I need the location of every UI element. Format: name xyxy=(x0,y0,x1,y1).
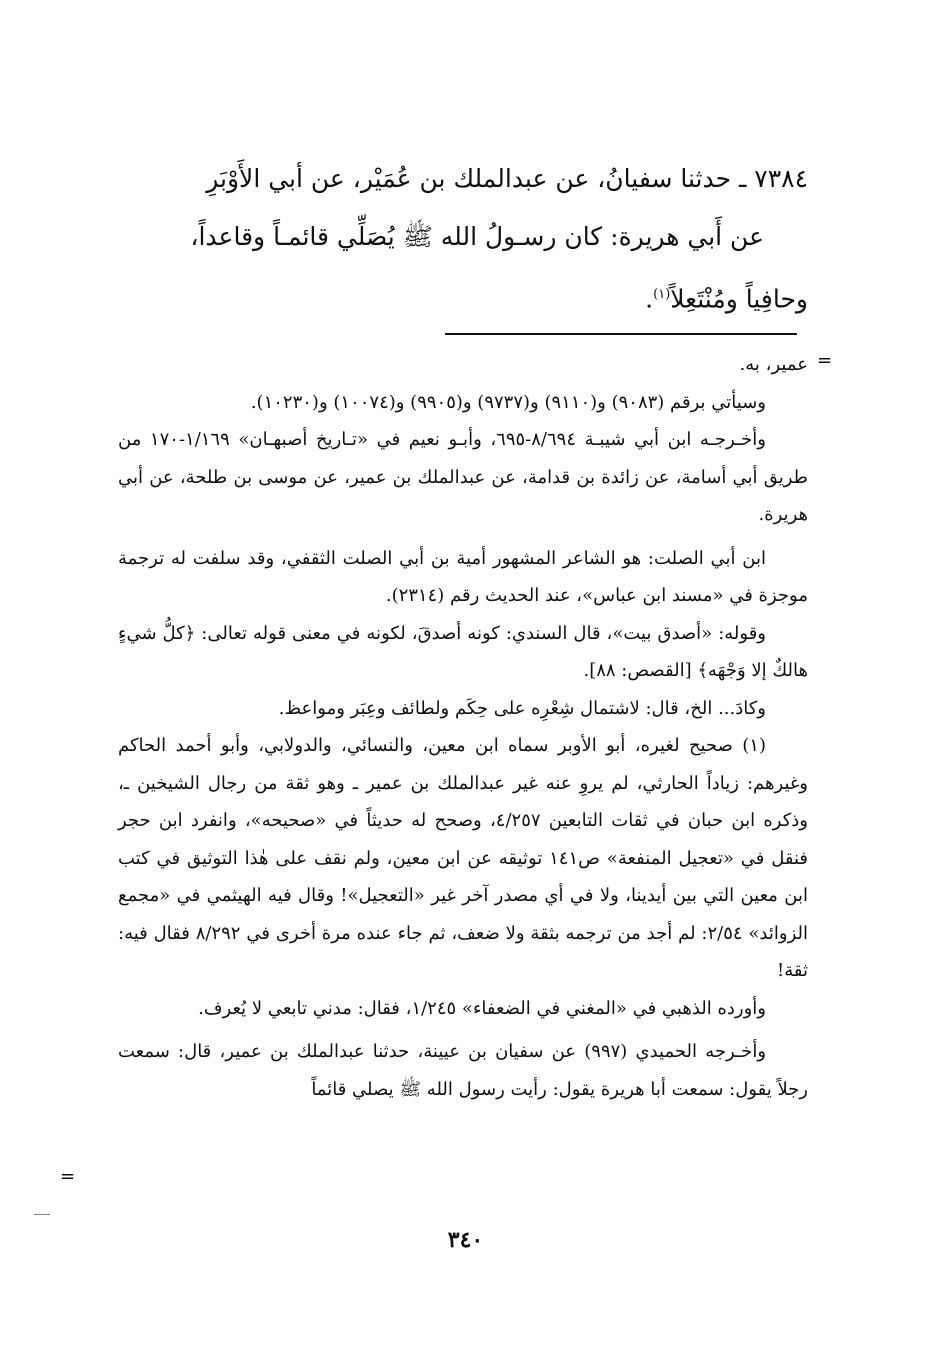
footnote-paragraph: وكادَ... الخ، قال: لاشتمال شِعْرِه على حِكَم ولطائف وعِبَر ومواعظ. xyxy=(278,697,766,719)
footnote-paragraph: وأخـرجـه ابن أبي شيبـة ٨/٦٩٤-٦٩٥، وأبـو نعيم في «تـاريخ أصبهـان» ١/١٦٩-١٧٠ من طريق أبي أسامة، عن زائدة بن قدامة، عن عبدالملك بن عمير، عن موسى بن طلحة، عن أبي هريرة. xyxy=(118,429,808,525)
hadith-line-end: . xyxy=(645,284,654,314)
footnotes-section xyxy=(118,346,808,1108)
footnote-paragraph: وأورده الذهبي في «المغني في الضعفاء» ١/٢٤٥، فقال: مدني تابعي لا يُعرف. xyxy=(198,997,766,1019)
continuation-mark-top: = xyxy=(817,350,833,371)
hadith-text xyxy=(118,150,808,328)
hadith-line-last xyxy=(118,266,808,328)
footnote-reference: (١) xyxy=(653,287,671,302)
footnote-paragraph: ابن أبي الصلت: هو الشاعر المشهور أمية بن أبي الصلت الثقفي، وقد سلفت له ترجمة موجزة في «مسند ابن عباس»، عند الحديث رقم (٢٣١٤). xyxy=(118,547,808,606)
page-number: ٣٤٠ xyxy=(447,1227,484,1253)
footnote-separator xyxy=(445,333,797,335)
footnote-paragraph: وسيأتي برقم (٩٠٨٣) و(٩١١٠) و(٩٧٣٧) و(٩٩٠٥) و(١٠٠٧٤) و(١٠٢٣٠). xyxy=(250,391,766,413)
hadith-line-text: وحافِياً ومُنْتَعِلاً xyxy=(670,284,808,314)
footnote-paragraph: وقوله: «أصدق بيت»، قال السندي: كونه أصدقَ، لكونه في معنى قوله تعالى: ﴿كلُّ شيءٍ هالكٌ إلا وَجْهَه﴾ [القصص: ٨٨]. xyxy=(118,622,808,681)
hadith-line: عن أَبي هريرة: كان رسـولُ الله ﷺ يُصَلِّي قائمـاً وقاعداً، xyxy=(190,222,764,251)
hadith-line: ٧٣٨٤ ـ حدثنا سفيانُ، عن عبدالملك بن عُمَيْر، عن أبي الأَوْبَرِ xyxy=(206,164,808,193)
margin-mark xyxy=(34,1214,50,1215)
continuation-mark-bottom: = xyxy=(60,1166,76,1187)
footnote-paragraph: وأخـرجه الحميدي (٩٩٧) عن سفيان بن عيينة، حدثنا عبدالملك بن عمير، قال: سمعت رجلاً يقول: سمعت أبا هريرة يقول: رأيت رسول الله ﷺ يصلي قائماً xyxy=(118,1041,808,1100)
footnote-paragraph: عمير، به. xyxy=(739,354,808,375)
footnote-paragraph: (١) صحيح لغيره، أبو الأوبر سماه ابن معين، والنسائي، والدولابي، وأبو أحمد الحاكم وغيرهم: زياداً الحارثي، لم يروِ عنه غير عبدالملك بن عمير ـ وهو ثقة من رجال الشيخين ـ، وذكره ابن حبان في ثقات التابعين ٤/٢٥٧، وصحح له حديثاً في «صحيحه»، وانفرد ابن حجر فنقل في «تعجيل المنفعة» ص١٤١ توثيقه عن ابن معين، ولم نقف على هٰذا التوثيق في كتب ابن معين التي بين أيدينا، ولا في أي مصدر آخر غير «التعجيل»! وقال فيه الهيثمي في «مجمع الزوائد» ٢/٥٤: لم أجد من ترجمه بثقة ولا ضعف، ثم جاء عنده مرة أخرى في ٨/٢٩٢ فقال فيه: ثقة! xyxy=(118,735,808,981)
